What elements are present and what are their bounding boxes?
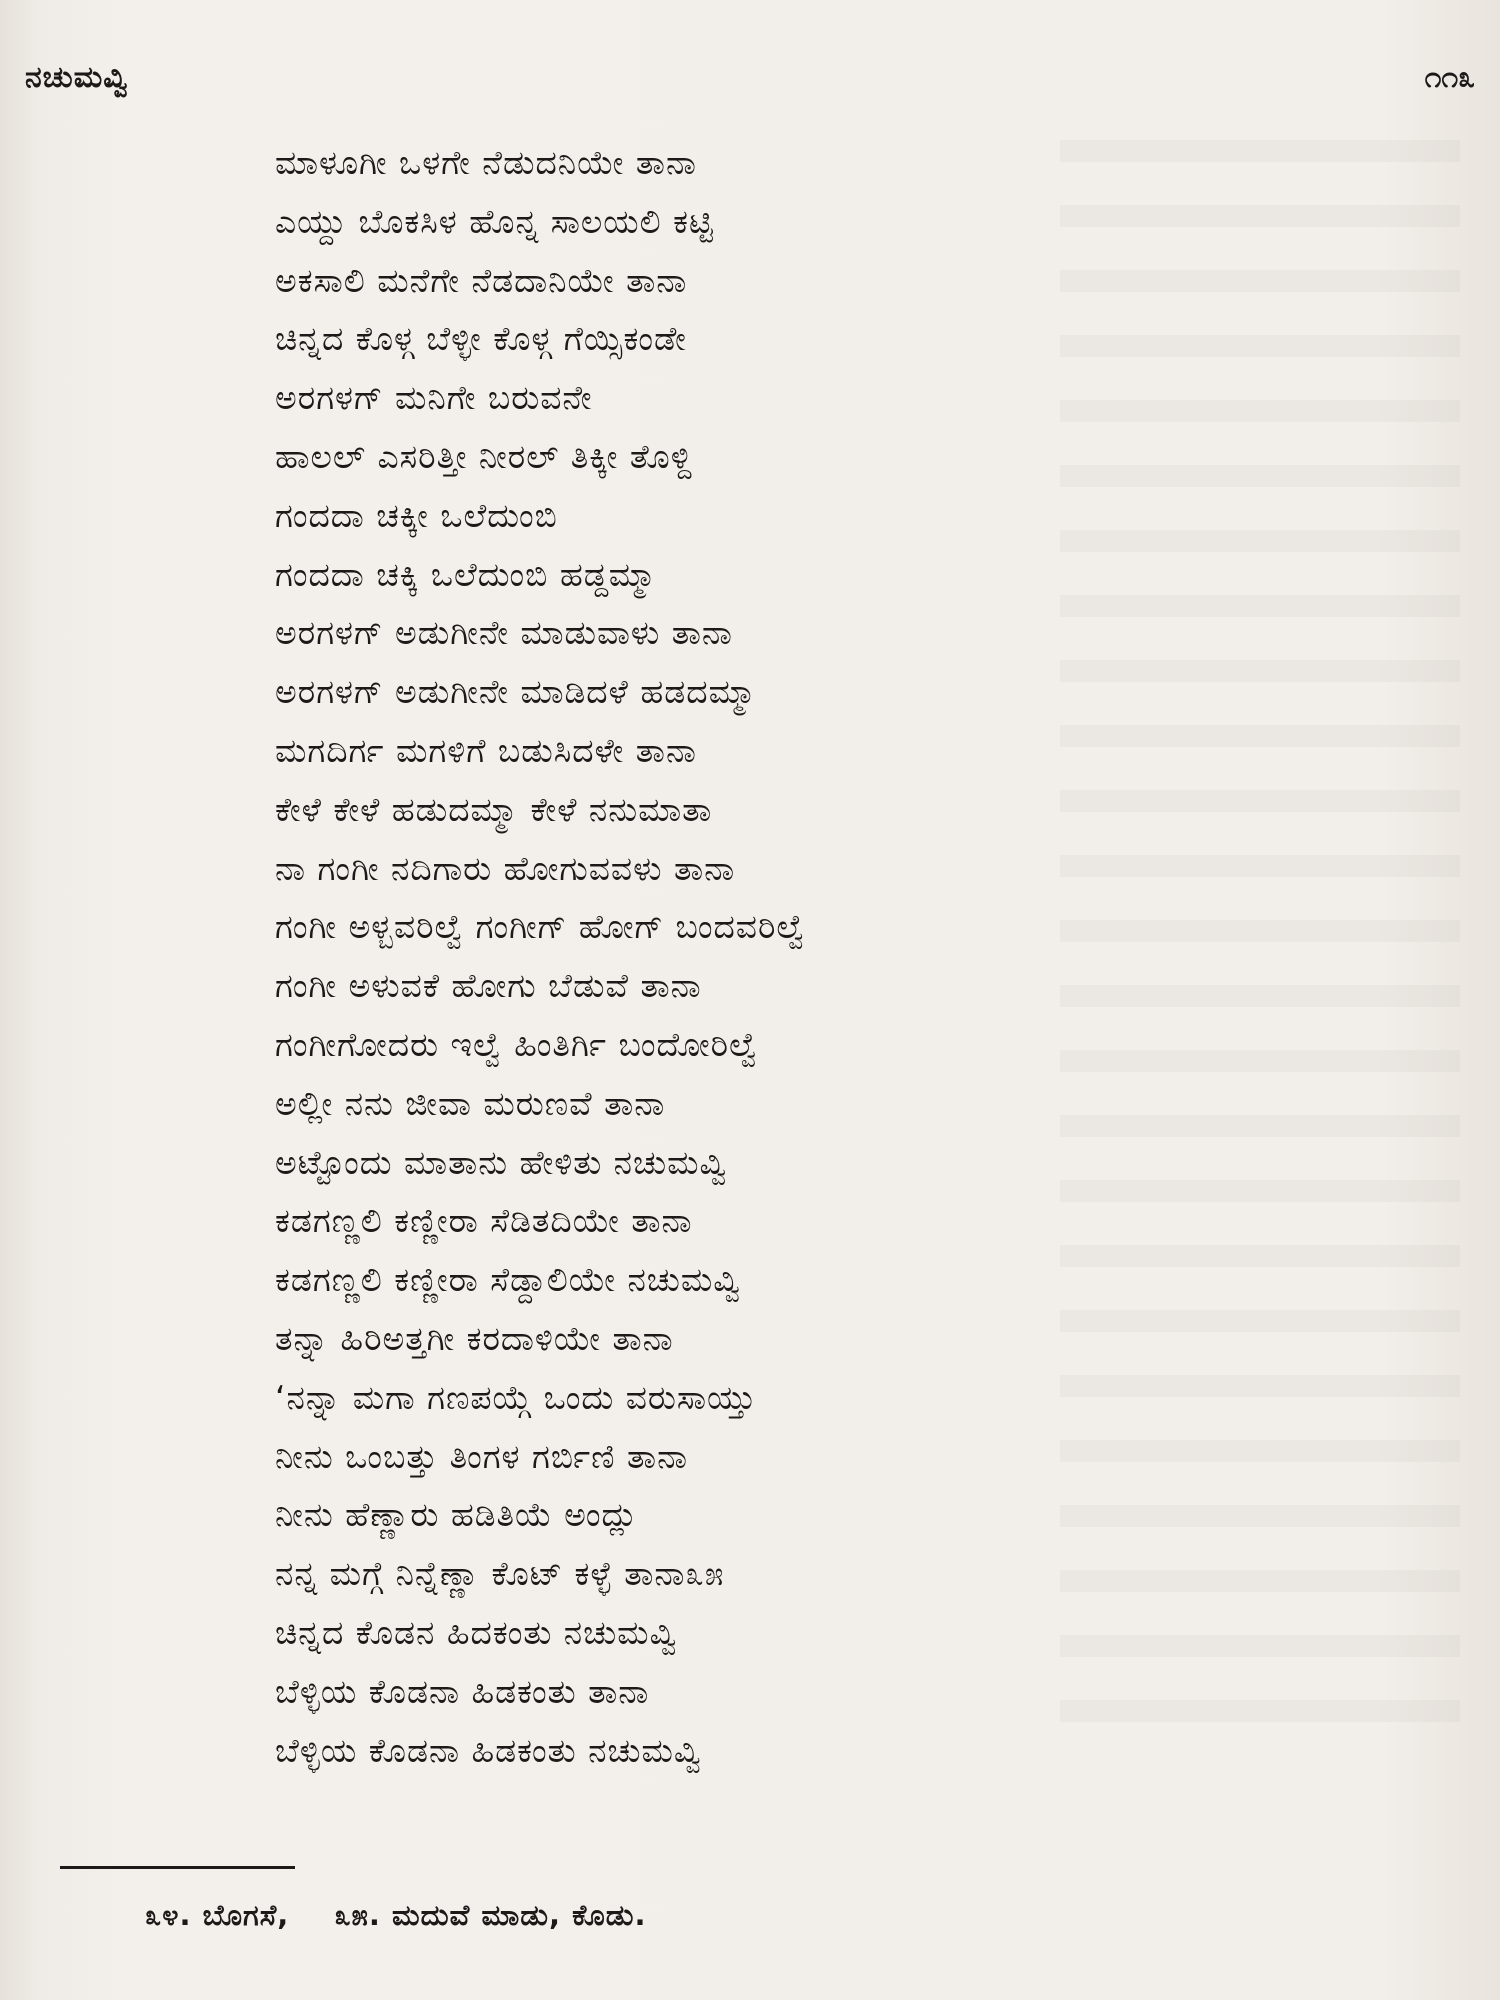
verse-line: ಮಾಳೂಗೀ ಒಳಗೇ ನೆಡುದನಿಯೇ ತಾನಾ bbox=[275, 143, 697, 182]
verse-line: ಚಿನ್ನದ ಕೊಡನ ಹಿದಕಂತು ನಚುಮವ್ವಿ bbox=[275, 1612, 678, 1652]
footnote-34: ೩೪. ಬೊಗಸೆ, bbox=[145, 1898, 290, 1932]
verse-line: ಕೇಳೆ ಕೇಳೆ ಹಡುದಮ್ಮಾ ಕೇಳೆ ನನುಮಾತಾ bbox=[275, 789, 713, 829]
footnote-divider bbox=[60, 1866, 295, 1869]
verse-line: ಅರಗಳಗ್ ಅಡುಗೀನೇ ಮಾಡಿದಳೆ ಹಡದಮ್ಮಾ bbox=[275, 672, 758, 712]
verse-line: ನನ್ನ ಮಗ್ಗೆ ನಿನ್ನೆಣ್ಣಾ ಕೊಟ್ ಕಳ್ಳೆ ತಾನಾ೩೫ bbox=[275, 1554, 725, 1594]
verse-line: ಬೆಳ್ಳಿಯ ಕೊಡನಾ ಹಿಡಕಂತು ತಾನಾ bbox=[275, 1671, 650, 1711]
verse-line: ಗಂಗೀ ಅಳುವಕೆ ಹೋಗು ಬೆಡುವೆ ತಾನಾ bbox=[275, 966, 702, 1006]
running-title: ನಚುಮವ್ವಿ bbox=[25, 60, 129, 95]
verse-line: ಅರಗಳಗ್ ಅಡುಗೀನೇ ಮಾಡುವಾಳು ತಾನಾ bbox=[275, 613, 733, 653]
verse-line: ಗಂಗೀಗೋದರು ಇಲ್ವೆ ಹಿಂತಿರ್ಗಿ ಬಂದೋರಿಲ್ವೆ bbox=[275, 1024, 759, 1064]
verse-line: ‘ನನ್ನಾ ಮಗಾ ಗಣಪಯ್ಗೆ ಒಂದು ವರುಸಾಯ್ತು bbox=[275, 1377, 757, 1417]
verse-line: ನಾ ಗಂಗೀ ನದಿಗಾರು ಹೋಗುವವಳು ತಾನಾ bbox=[275, 848, 736, 888]
verse-line: ಗಂದದಾ ಚಕ್ಕೀ ಒಲೆದುಂಬಿ bbox=[275, 495, 558, 535]
verse-line: ಗಂದದಾ ಚಕ್ಕಿ ಒಲೆದುಂಬಿ ಹಡ್ದಮ್ಮಾ bbox=[275, 554, 658, 594]
verse-line: ಚಿನ್ನದ ಕೊಳ್ಗ ಬೆಳ್ಳೀ ಕೊಳ್ಗ ಗೆಯ್ಸಿಕಂಡೇ bbox=[275, 319, 687, 359]
verse-line: ಮಗದಿರ್ಗ ಮಗಳಿಗೆ ಬಡುಸಿದಳೇ ತಾನಾ bbox=[275, 730, 697, 770]
verse-line: ಅರಗಳಗ್ ಮನಿಗೇ ಬರುವನೇ bbox=[275, 378, 593, 418]
verse-line: ತನ್ನಾ ಹಿರಿಅತ್ತಗೀ ಕರದಾಳಿಯೇ ತಾನಾ bbox=[275, 1318, 674, 1358]
footnote-35: ೩೫. ಮದುವೆ ಮಾಡು, ಕೊಡು. bbox=[334, 1898, 647, 1932]
verse-line: ಎಯ್ದು ಬೊಕಸಿಳ ಹೊನ್ನ ಸಾಲಯಲಿ ಕಟ್ಟಿ bbox=[275, 201, 714, 241]
verse-line: ಗಂಗೀ ಅಳ್ಬವರಿಲ್ವೆ ಗಂಗೀಗ್ ಹೋಗ್ ಬಂದವರಿಲ್ವೆ bbox=[275, 907, 806, 947]
verse-line: ಅಕಸಾಲಿ ಮನೆಗೇ ನೆಡದಾನಿಯೇ ತಾನಾ bbox=[275, 260, 688, 300]
verse-line: ಅಟ್ಟೊಂದು ಮಾತಾನು ಹೇಳಿತು ನಚುಮವ್ವಿ bbox=[275, 1142, 728, 1182]
page-number: ೧೧೩ bbox=[1424, 60, 1475, 95]
verse-line: ಅಲ್ಲೀ ನನು ಜೀವಾ ಮರುಣವೆ ತಾನಾ bbox=[275, 1083, 666, 1123]
verse-line: ಕಡಗಣ್ಣಲಿ ಕಣ್ಣೀರಾ ಸೆಡಿತದಿಯೇ ತಾನಾ bbox=[275, 1201, 693, 1241]
verse-line: ಬೆಳ್ಳಿಯ ಕೊಡನಾ ಹಿಡಕಂತು ನಚುಮವ್ವಿ bbox=[275, 1730, 703, 1770]
verse-line: ಕಡಗಣ್ಣಲಿ ಕಣ್ಣೀರಾ ಸೆಡ್ದಾಲಿಯೇ ನಚುಮವ್ವಿ bbox=[275, 1260, 742, 1300]
verse-line: ನೀನು ಹೆಣ್ಣಾರು ಹಡಿತಿಯೆ ಅಂದ್ಲು bbox=[275, 1495, 639, 1535]
verse-line: ನೀನು ಒಂಬತ್ತು ತಿಂಗಳ ಗರ್ಬಿಣಿ ತಾನಾ bbox=[275, 1436, 689, 1476]
verse-block bbox=[275, 134, 1255, 1780]
footnotes bbox=[145, 1898, 647, 1933]
verse-line: ಹಾಲಲ್ ಎಸರಿತ್ತೀ ನೀರಲ್ ತಿಕ್ಕೀ ತೊಳ್ದಿ bbox=[275, 436, 693, 476]
